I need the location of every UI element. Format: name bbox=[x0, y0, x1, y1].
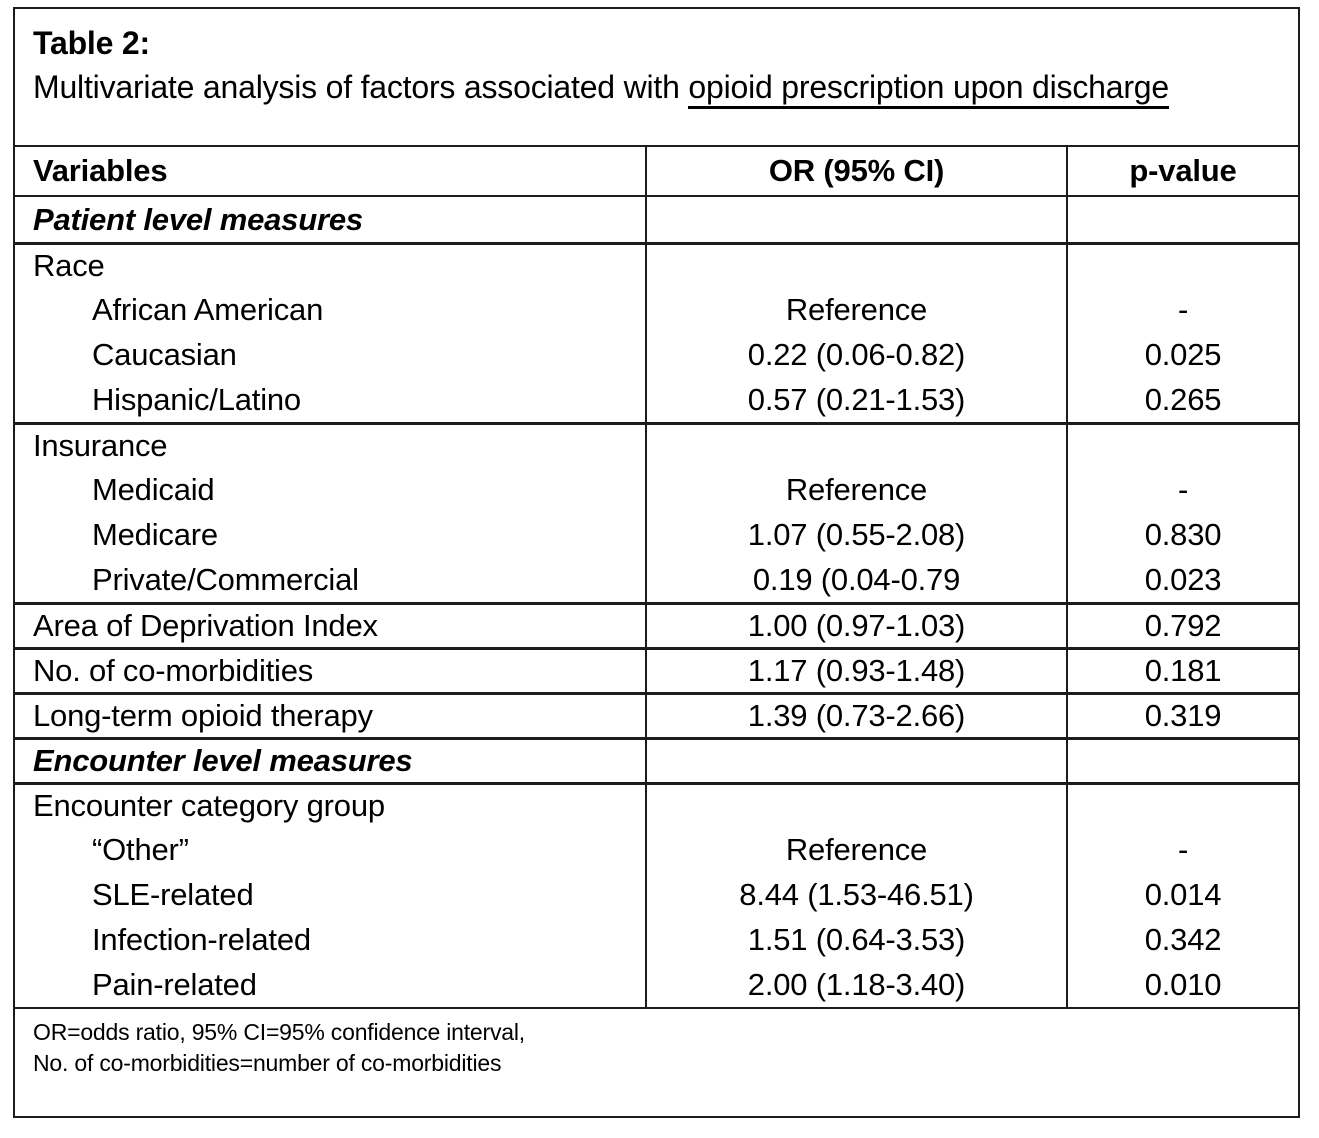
row-p-value: 0.025 bbox=[1144, 336, 1222, 372]
row-medicare bbox=[15, 512, 1298, 557]
table-footnote bbox=[15, 1007, 1298, 1116]
row-patient-level-measures bbox=[15, 197, 1298, 242]
row-medicaid bbox=[15, 467, 1298, 512]
table-caption-label: Table 2: bbox=[33, 25, 150, 61]
row-label: Encounter category group bbox=[15, 785, 647, 827]
row-label: Race bbox=[15, 245, 647, 287]
row-or-value: Reference bbox=[647, 467, 1068, 512]
row-label: Infection-related bbox=[15, 917, 647, 962]
column-header-variables: Variables bbox=[15, 147, 647, 195]
row-hispanic-latino bbox=[15, 377, 1298, 422]
row-p-value bbox=[1068, 197, 1298, 242]
row-sle-related bbox=[15, 872, 1298, 917]
row-or-value: 0.19 (0.04-0.79 bbox=[647, 557, 1068, 602]
row-race bbox=[15, 242, 1298, 287]
row-or-value: Reference bbox=[647, 287, 1068, 332]
row-infection-related bbox=[15, 917, 1298, 962]
table-caption-subtitle bbox=[33, 65, 1280, 109]
row-other bbox=[15, 827, 1298, 872]
row-or-value bbox=[647, 197, 1068, 242]
footnote-line-2: No. of co-morbidities=number of co-morbidities bbox=[33, 1050, 502, 1076]
row-or-value: 1.07 (0.55-2.08) bbox=[647, 512, 1068, 557]
row-p-value bbox=[1068, 785, 1298, 827]
row-or-value: 0.22 (0.06-0.82) bbox=[647, 332, 1068, 377]
row-label: Area of Deprivation Index bbox=[15, 605, 647, 647]
row-encounter-category-group bbox=[15, 782, 1298, 827]
row-or-value: 1.51 (0.64-3.53) bbox=[647, 917, 1068, 962]
row-or-value bbox=[647, 425, 1068, 467]
row-label: Private/Commercial bbox=[15, 557, 647, 602]
row-p-value bbox=[1068, 425, 1298, 467]
row-or-value: 2.00 (1.18-3.40) bbox=[647, 962, 1068, 1007]
row-or-value: 0.57 (0.21-1.53) bbox=[647, 377, 1068, 422]
row-label: No. of co-morbidities bbox=[15, 650, 647, 692]
row-p-value: 0.014 bbox=[1144, 876, 1222, 912]
table-header-row bbox=[15, 145, 1298, 197]
table-caption bbox=[15, 9, 1298, 145]
row-encounter-level-measures bbox=[15, 737, 1298, 782]
row-p-value: 0.265 bbox=[1144, 381, 1222, 417]
row-p-value: - bbox=[1177, 471, 1189, 507]
subtitle-prefix: Multivariate analysis of factors associated with bbox=[33, 69, 689, 105]
table-2-frame bbox=[13, 7, 1300, 1118]
row-or-value bbox=[647, 785, 1068, 827]
row-label: African American bbox=[15, 287, 647, 332]
row-p-value: 0.342 bbox=[1144, 921, 1222, 957]
row-or-value: 8.44 (1.53-46.51) bbox=[647, 872, 1068, 917]
row-label: Encounter level measures bbox=[15, 740, 647, 782]
row-p-value: 0.830 bbox=[1144, 516, 1222, 552]
row-label: SLE-related bbox=[15, 872, 647, 917]
row-or-value bbox=[647, 245, 1068, 287]
row-or-value: 1.00 (0.97-1.03) bbox=[647, 605, 1068, 647]
row-or-value: 1.39 (0.73-2.66) bbox=[647, 695, 1068, 737]
row-area-deprivation-index bbox=[15, 602, 1298, 647]
row-p-value: - bbox=[1177, 831, 1189, 867]
row-label: Insurance bbox=[15, 425, 647, 467]
row-p-value bbox=[1068, 740, 1298, 782]
row-long-term-opioid-therapy bbox=[15, 692, 1298, 737]
row-label: Long-term opioid therapy bbox=[15, 695, 647, 737]
row-p-value: 0.792 bbox=[1144, 608, 1222, 643]
row-private-commercial bbox=[15, 557, 1298, 602]
row-insurance bbox=[15, 422, 1298, 467]
row-or-value: Reference bbox=[647, 827, 1068, 872]
row-caucasian bbox=[15, 332, 1298, 377]
row-p-value: - bbox=[1177, 291, 1189, 327]
row-label: “Other” bbox=[15, 827, 647, 872]
footnote-line-1: OR=odds ratio, 95% CI=95% confidence interval, bbox=[33, 1019, 525, 1045]
row-pain-related bbox=[15, 962, 1298, 1007]
row-label: Patient level measures bbox=[15, 197, 647, 242]
column-header-p-value: p-value bbox=[1129, 153, 1237, 188]
row-label: Caucasian bbox=[15, 332, 647, 377]
row-p-value: 0.181 bbox=[1144, 653, 1222, 688]
row-label: Pain-related bbox=[15, 962, 647, 1007]
subtitle-underlined-phrase: opioid prescription upon discharge bbox=[688, 69, 1169, 109]
row-p-value: 0.023 bbox=[1144, 561, 1222, 597]
row-p-value bbox=[1068, 245, 1298, 287]
row-or-value: 1.17 (0.93-1.48) bbox=[647, 650, 1068, 692]
row-comorbidities bbox=[15, 647, 1298, 692]
row-label: Medicare bbox=[15, 512, 647, 557]
row-label: Hispanic/Latino bbox=[15, 377, 647, 422]
column-header-or-ci: OR (95% CI) bbox=[647, 147, 1068, 195]
row-p-value: 0.010 bbox=[1144, 966, 1222, 1002]
row-label: Medicaid bbox=[15, 467, 647, 512]
row-p-value: 0.319 bbox=[1144, 698, 1222, 733]
row-or-value bbox=[647, 740, 1068, 782]
row-african-american bbox=[15, 287, 1298, 332]
